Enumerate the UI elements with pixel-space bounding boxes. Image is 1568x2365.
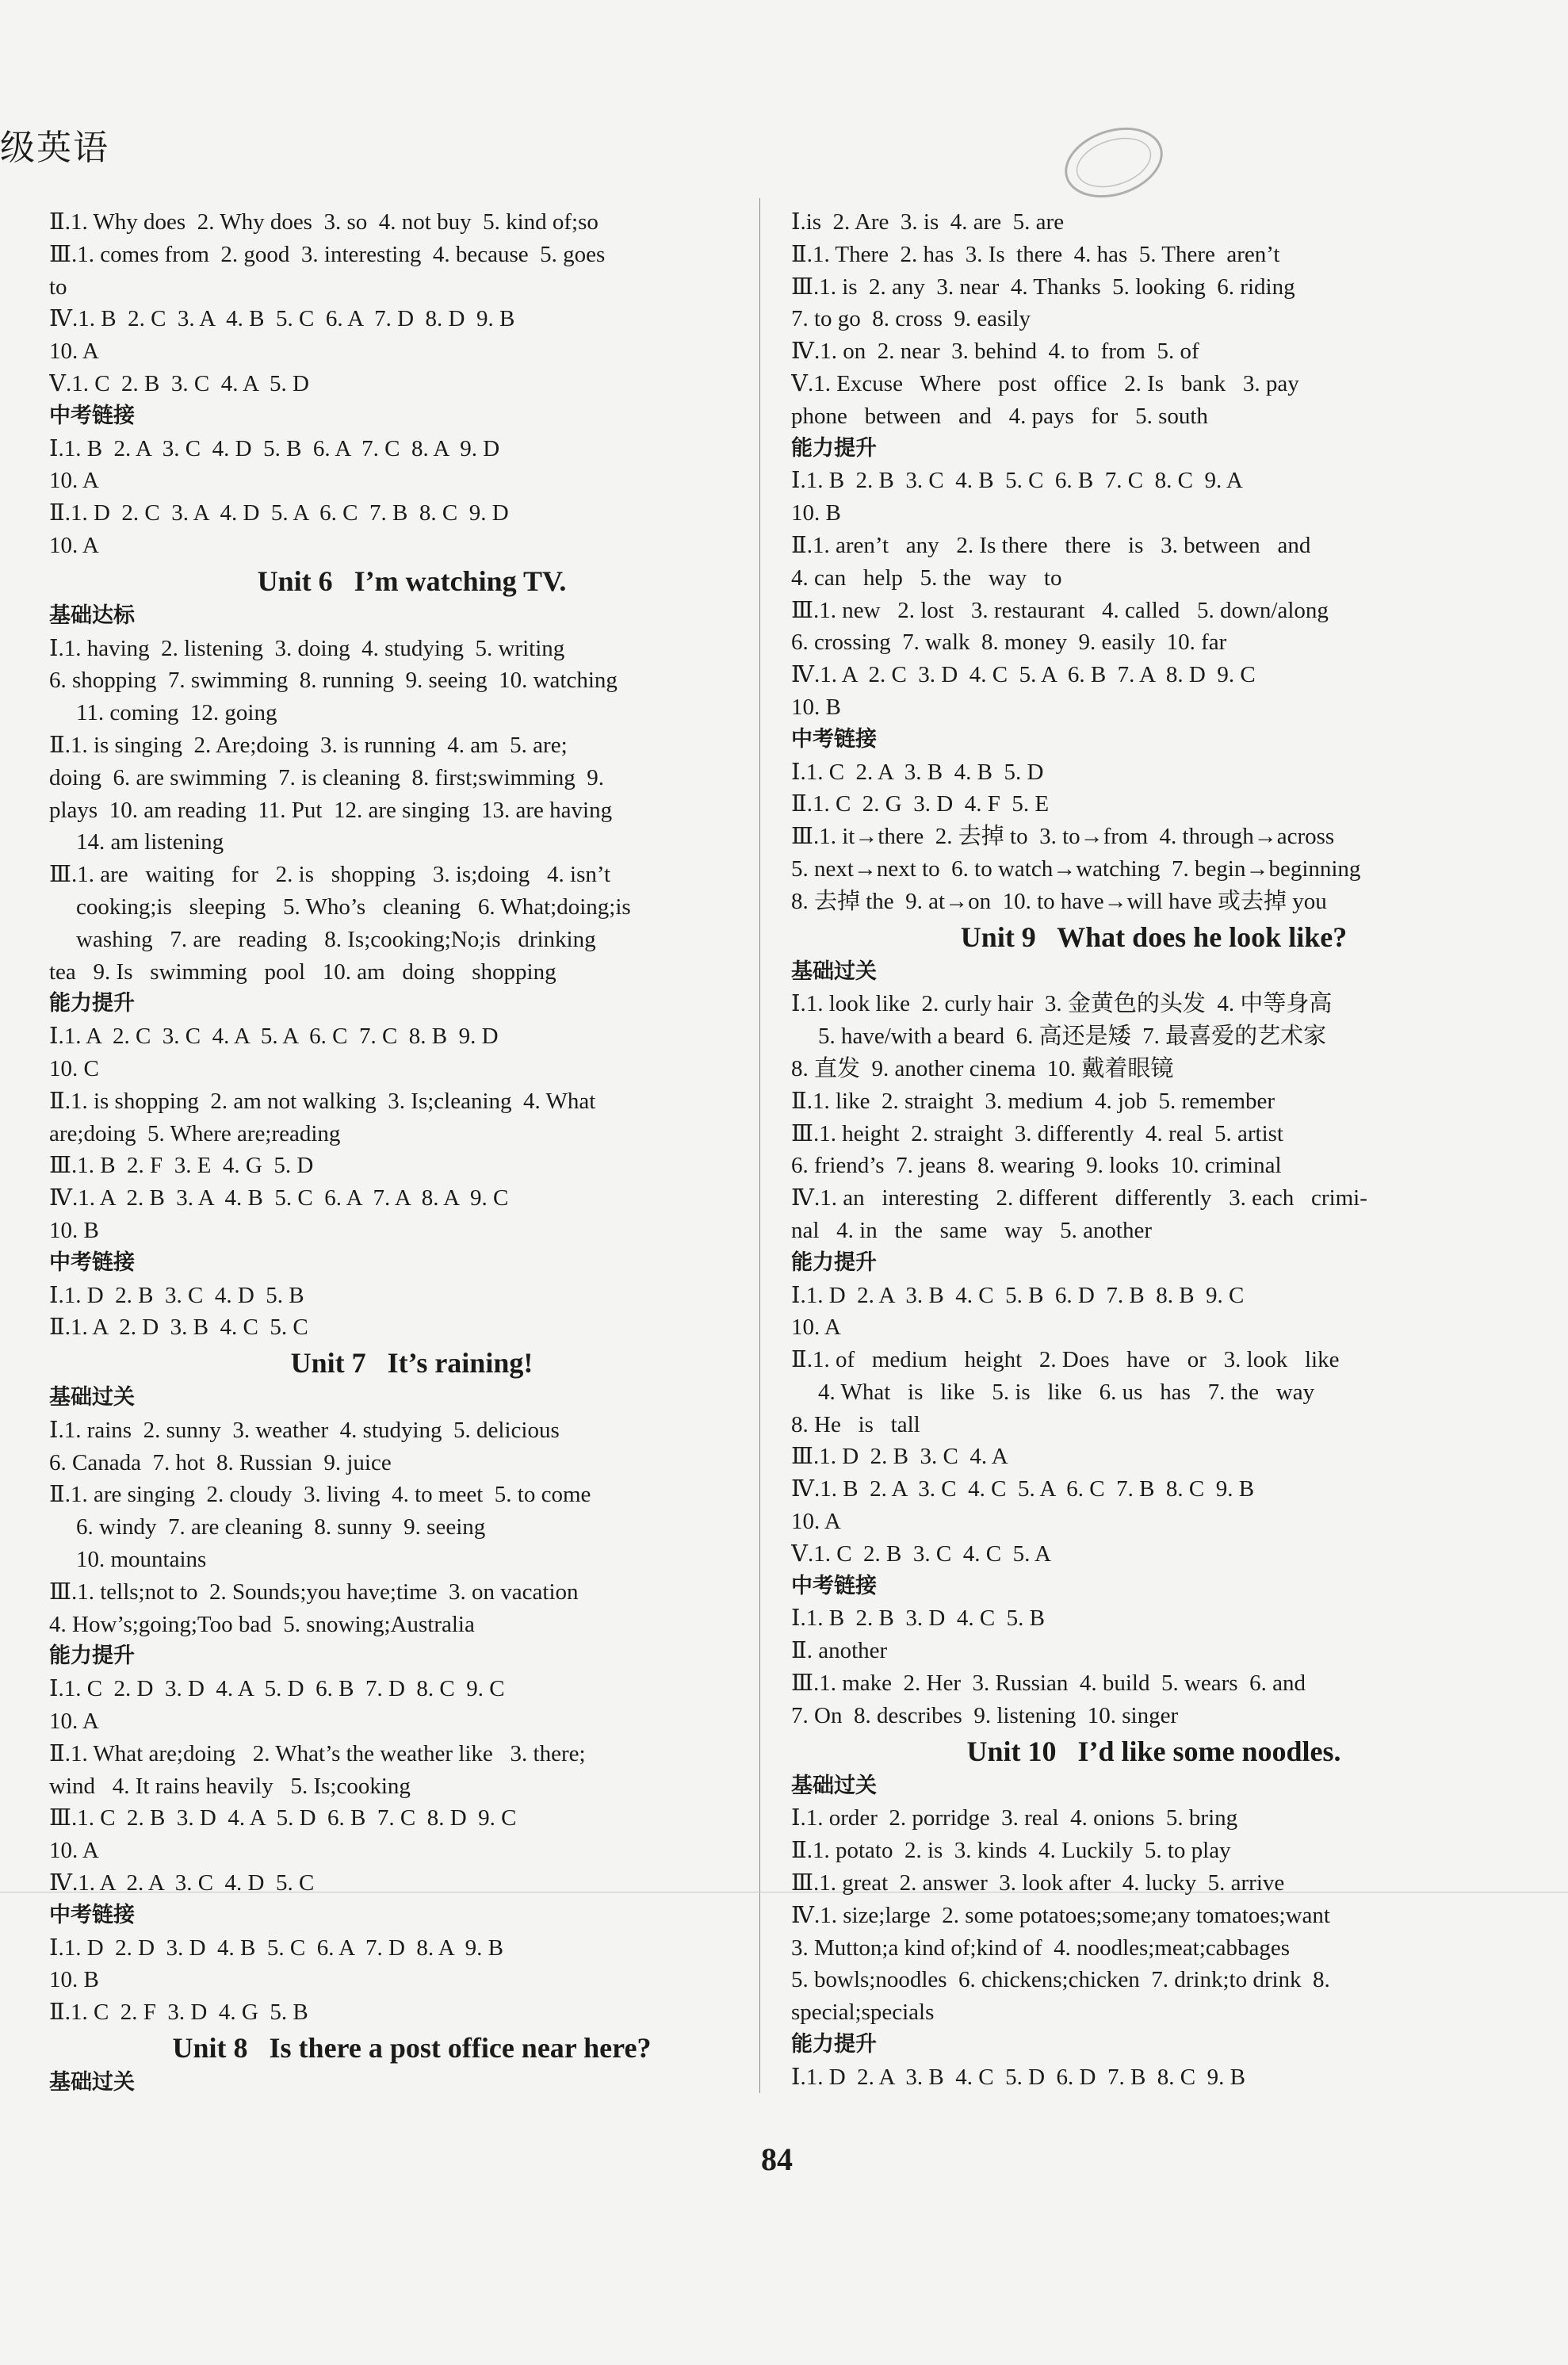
answer-line: Ⅰ.1. B 2. A 3. C 4. D 5. B 6. A 7. C 8. A 9. D [49,435,500,461]
answer-line: are;doing 5. Where are;reading [49,1120,341,1146]
answer-line: Ⅳ.1. size;large 2. some potatoes;some;any tomatoes;want [791,1902,1330,1928]
answer-line: 6. Canada 7. hot 8. Russian 9. juice [49,1449,392,1475]
answer-line: 3. Mutton;a kind of;kind of 4. noodles;meat;cabbages [791,1934,1291,1961]
answer-line: 4. What is like 5. is like 6. us has 7. the way [818,1379,1315,1405]
answer-line: Ⅱ.1. is singing 2. Are;doing 3. is running 4. am 5. are; [49,732,568,758]
answer-line: Ⅳ.1. A 2. C 3. D 4. C 5. A 6. B 7. A 8. D 9. C [791,662,1256,688]
answer-line: Ⅱ.1. A 2. D 3. B 4. C 5. C [49,1315,308,1341]
answer-line: 10. A [49,468,99,494]
right-column [791,206,1516,2094]
answer-line: Ⅰ.is 2. Are 3. is 4. are 5. are [791,209,1065,235]
answer-line: Ⅰ.1. D 2. A 3. B 4. C 5. D 6. D 7. B 8. C 9. B [791,2064,1245,2090]
unit-heading: Unit 7 It’s raining! [290,1347,534,1380]
answer-line: Ⅳ.1. on 2. near 3. behind 4. to from 5. of [791,339,1199,365]
stamp-icon [1054,119,1173,206]
page-number: 84 [761,2141,793,2177]
answer-line: Ⅳ.1. B 2. A 3. C 4. C 5. A 6. C 7. B 8. C 9. B [791,1476,1255,1502]
section-heading: 基础达标 [49,603,135,628]
answer-line: Ⅲ.1. make 2. Her 3. Russian 4. build 5. wears 6. and [791,1670,1306,1697]
answer-line: 6. crossing 7. walk 8. money 9. easily 10. far [791,630,1227,656]
answer-line: 5. have/with a beard 6. 高还是矮 7. 最喜爱的艺术家 [818,1024,1327,1050]
answer-line: 10. A [49,1709,99,1735]
answer-line: tea 9. Is swimming pool 10. am doing shopping [49,959,556,985]
answer-line: plays 10. am reading 11. Put 12. are singing 13. are having [49,797,613,823]
answer-line: Ⅰ.1. A 2. C 3. C 4. A 5. A 6. C 7. C 8. B 9. D [49,1024,499,1050]
section-heading: 中考链接 [49,1249,135,1275]
answer-line: 6. friend’s 7. jeans 8. wearing 9. looks 10. criminal [791,1153,1282,1179]
answer-line: Ⅰ.1. B 2. B 3. D 4. C 5. B [791,1605,1046,1632]
answer-line: Ⅲ.1. it→there 2. 去掉 to 3. to→from 4. through→across [791,824,1335,850]
answer-line: Ⅰ.1. B 2. B 3. C 4. B 5. C 6. B 7. C 8. C 9. A [791,468,1243,494]
unit-heading: Unit 8 Is there a post office near here? [172,2032,652,2065]
section-heading: 基础过关 [49,1385,135,1410]
answer-line: 10. B [49,1967,99,1993]
answer-line: Ⅳ.1. A 2. A 3. C 4. D 5. C [49,1870,315,1896]
answer-line: 8. 去掉 the 9. at→on 10. to have→will have 或去掉 you [791,888,1327,914]
answer-line: 10. A [791,1315,841,1341]
answer-line: 10. B [49,1217,99,1243]
answer-line: Ⅱ.1. C 2. G 3. D 4. F 5. E [791,791,1050,817]
answer-line: 7. to go 8. cross 9. easily [791,306,1031,332]
answer-line: Ⅰ.1. look like 2. curly hair 3. 金黄色的头发 4. 中等身高 [791,991,1333,1017]
answer-line: Ⅰ.1. order 2. porridge 3. real 4. onions 5. bring [791,1805,1238,1831]
answer-line: 4. can help 5. the way to [791,564,1062,591]
answer-line: Ⅴ.1. C 2. B 3. C 4. C 5. A [791,1540,1051,1567]
answer-line: 4. How’s;going;Too bad 5. snowing;Australia [49,1611,475,1637]
section-heading: 能力提升 [49,1644,135,1669]
answer-line: Ⅱ.1. C 2. F 3. D 4. G 5. B [49,2000,308,2026]
answer-line: Ⅳ.1. B 2. C 3. A 4. B 5. C 6. A 7. D 8. D 9. B [49,306,515,332]
answer-line: 10. C [49,1055,99,1081]
answer-line: 10. A [49,532,99,558]
answer-line: washing 7. are reading 8. Is;cooking;No;is drinking [76,926,596,952]
answer-line: Ⅱ.1. is shopping 2. am not walking 3. Is;cleaning 4. What [49,1088,596,1114]
section-heading: 能力提升 [49,991,135,1016]
answer-line: Ⅰ.1. D 2. A 3. B 4. C 5. B 6. D 7. B 8. B 9. C [791,1282,1245,1308]
section-heading: 中考链接 [49,1902,135,1927]
answer-line: Ⅲ.1. comes from 2. good 3. interesting 4. because 5. goes [49,241,606,267]
answer-line: 10. A [49,339,99,365]
unit-heading: Unit 6 I’m watching TV. [257,564,567,597]
answer-line: Ⅱ.1. like 2. straight 3. medium 4. job 5. remember [791,1088,1275,1114]
answer-line: Ⅲ.1. is 2. any 3. near 4. Thanks 5. looking 6. riding [791,274,1295,300]
answer-line: Ⅱ.1. of medium height 2. Does have or 3. look like [791,1347,1340,1373]
answer-line: Ⅱ.1. What are;doing 2. What’s the weather like 3. there; [49,1740,586,1766]
answer-line: Ⅰ.1. D 2. B 3. C 4. D 5. B [49,1282,304,1308]
unit-heading: Unit 10 I’d like some noodles. [966,1735,1341,1767]
answer-line: Ⅲ.1. D 2. B 3. C 4. A [791,1444,1008,1470]
answer-line: Ⅱ.1. Why does 2. Why does 3. so 4. not buy 5. kind of;so [49,209,599,235]
answer-line: 5. next→next to 6. to watch→watching 7. begin→beginning [791,855,1361,882]
answer-line: Ⅰ.1. D 2. D 3. D 4. B 5. C 6. A 7. D 8. A 9. B [49,1934,503,1961]
answer-line: Ⅱ.1. are singing 2. cloudy 3. living 4. to meet 5. to come [49,1482,591,1508]
answer-line: Ⅲ.1. C 2. B 3. D 4. A 5. D 6. B 7. C 8. D 9. C [49,1805,517,1831]
answer-line: Ⅰ.1. rains 2. sunny 3. weather 4. studying 5. delicious [49,1417,560,1443]
answer-line: 8. He is tall [791,1411,920,1437]
answer-line: Ⅲ.1. tells;not to 2. Sounds;you have;time 3. on vacation [49,1579,579,1605]
section-heading: 基础过关 [49,2070,135,2095]
answer-line: 8. 直发 9. another cinema 10. 戴着眼镜 [791,1055,1174,1081]
answer-line: 6. windy 7. are cleaning 8. sunny 9. seeing [76,1514,486,1540]
answer-line: Ⅱ. another [791,1638,888,1664]
answer-line: Ⅲ.1. height 2. straight 3. differently 4. real 5. artist [791,1120,1283,1146]
answer-line: Ⅲ.1. B 2. F 3. E 4. G 5. D [49,1153,314,1179]
answer-line: nal 4. in the same way 5. another [791,1217,1153,1243]
answer-line: 6. shopping 7. swimming 8. running 9. seeing 10. watching [49,668,618,694]
answer-line: Ⅴ.1. Excuse Where post office 2. Is bank 3. pay [791,370,1299,396]
answer-line: 5. bowls;noodles 6. chickens;chicken 7. drink;to drink 8. [791,1967,1330,1993]
answer-line: 10. B [791,500,841,526]
answer-line: Ⅲ.1. are waiting for 2. is shopping 3. is;doing 4. isn’t [49,862,611,888]
answer-line: Ⅱ.1. D 2. C 3. A 4. D 5. A 6. C 7. B 8. C 9. D [49,500,509,526]
answer-line: doing 6. are swimming 7. is cleaning 8. first;swimming 9. [49,764,604,790]
answer-line: Ⅲ.1. new 2. lost 3. restaurant 4. called 5. down/along [791,597,1329,623]
unit-heading: Unit 9 What does he look like? [960,920,1348,953]
section-heading: 基础过关 [791,959,877,984]
section-heading: 中考链接 [791,726,877,752]
section-heading: 中考链接 [791,1573,877,1598]
section-heading: 能力提升 [791,2032,877,2057]
answer-line: wind 4. It rains heavily 5. Is;cooking [49,1773,411,1799]
answer-line: 10. A [791,1509,841,1535]
answer-line: Ⅳ.1. A 2. B 3. A 4. B 5. C 6. A 7. A 8. A 9. C [49,1185,509,1211]
answer-line: 10. mountains [76,1547,207,1573]
answer-line: Ⅱ.1. aren’t any 2. Is there there is 3. between and [791,532,1311,558]
answer-line: cooking;is sleeping 5. Who’s cleaning 6. What;doing;is [76,894,631,920]
answer-line: Ⅱ.1. There 2. has 3. Is there 4. has 5. There aren’t [791,241,1280,267]
answer-line: 14. am listening [76,829,224,855]
section-heading: 基础过关 [791,1773,877,1798]
section-heading: 能力提升 [791,435,877,461]
answer-line: Ⅳ.1. an interesting 2. different differently 3. each crimi- [791,1185,1367,1211]
answer-line: 10. A [49,1838,99,1864]
page-header-title: 级英语 [0,128,109,168]
left-column [49,206,774,2099]
answer-line: Ⅱ.1. potato 2. is 3. kinds 4. Luckily 5. to play [791,1838,1231,1864]
answer-line: 10. B [791,694,841,720]
answer-line: phone between and 4. pays for 5. south [791,403,1208,429]
answer-line: 11. coming 12. going [76,700,277,726]
answer-line: Ⅰ.1. C 2. A 3. B 4. B 5. D [791,759,1044,785]
section-heading: 中考链接 [49,403,135,428]
answer-line: Ⅰ.1. C 2. D 3. D 4. A 5. D 6. B 7. D 8. C 9. C [49,1676,505,1702]
answer-line: Ⅴ.1. C 2. B 3. C 4. A 5. D [49,370,309,396]
answer-line: Ⅲ.1. great 2. answer 3. look after 4. lucky 5. arrive [791,1870,1285,1896]
answer-line: Ⅰ.1. having 2. listening 3. doing 4. studying 5. writing [49,635,565,661]
answer-line: 7. On 8. describes 9. listening 10. singer [791,1702,1179,1728]
answer-line: to [49,274,67,300]
section-heading: 能力提升 [791,1249,877,1275]
answer-line: special;specials [791,2000,935,2026]
